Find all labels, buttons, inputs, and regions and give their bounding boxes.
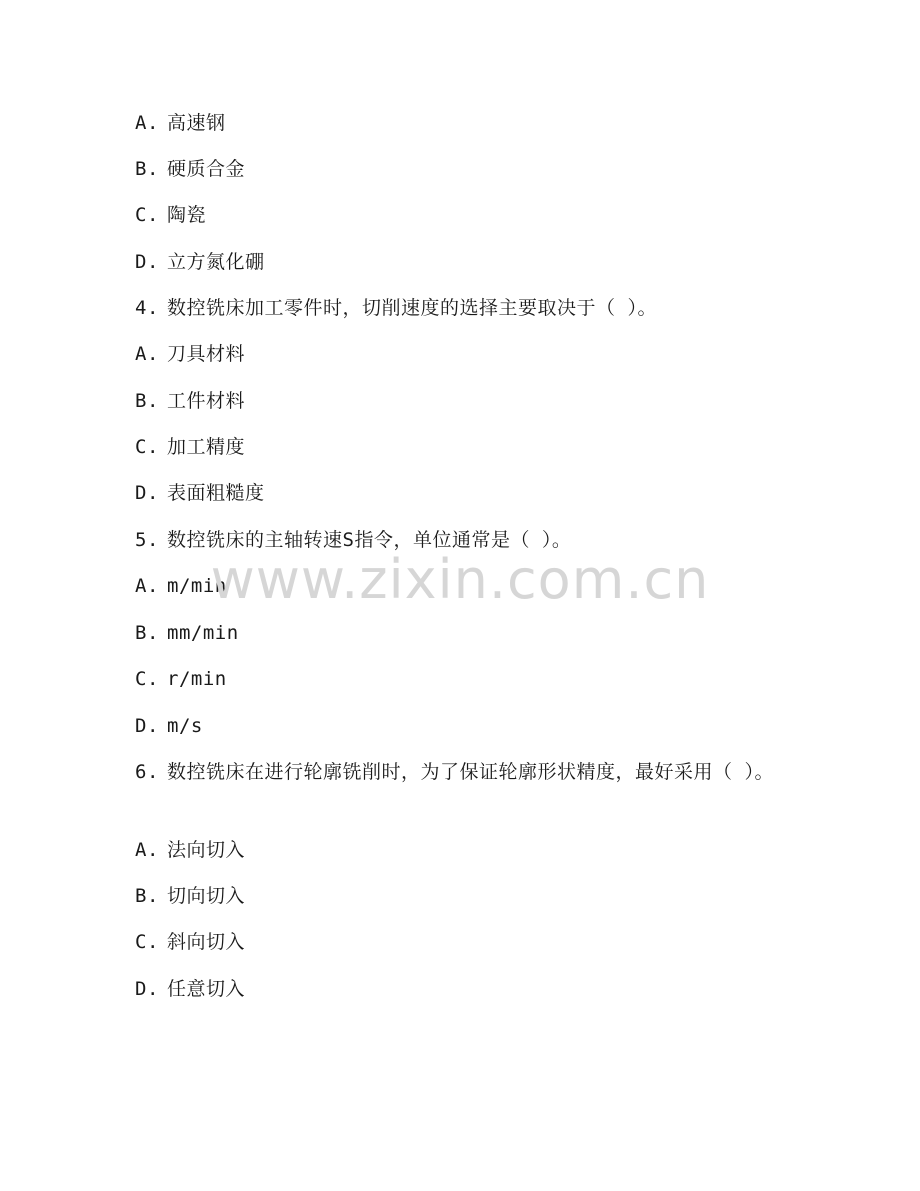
option-label: B.: [135, 390, 159, 412]
q4-option-d: [135, 481, 265, 505]
option-text: r/min: [167, 668, 227, 690]
q6-option-d: [135, 977, 245, 1001]
option-text: 工件材料: [167, 390, 246, 412]
option-label: D.: [135, 251, 159, 273]
q3-option-b: [135, 157, 245, 181]
q4-option-a: [135, 342, 245, 366]
option-label: B.: [135, 885, 159, 907]
question-text: 数控铣床加工零件时，切削速度的选择主要取决于（ ）。: [167, 297, 657, 319]
option-text: 高速钢: [167, 112, 226, 134]
question-text: 数控铣床的主轴转速S指令，单位通常是（ ）。: [167, 529, 572, 551]
option-text: 任意切入: [167, 978, 246, 1000]
option-text: 陶瓷: [167, 204, 207, 226]
q3-option-d: [135, 250, 265, 274]
option-text: 硬质合金: [167, 158, 246, 180]
option-text: 切向切入: [167, 885, 246, 907]
q6-option-c: [135, 930, 245, 954]
option-text: m/min: [167, 575, 227, 597]
question-number: 6.: [135, 761, 159, 783]
q5-option-b: [135, 621, 239, 645]
option-label: A.: [135, 575, 159, 597]
option-label: D.: [135, 482, 159, 504]
option-text: 立方氮化硼: [167, 251, 265, 273]
option-label: C.: [135, 668, 159, 690]
option-text: 法向切入: [167, 839, 246, 861]
option-label: C.: [135, 931, 159, 953]
option-label: B.: [135, 622, 159, 644]
q3-option-c: [135, 203, 206, 227]
option-text: m/s: [167, 715, 203, 737]
option-label: B.: [135, 158, 159, 180]
q4-stem: [135, 296, 657, 320]
option-label: D.: [135, 978, 159, 1000]
option-text: 加工精度: [167, 436, 246, 458]
question-text: 数控铣床在进行轮廓铣削时，为了保证轮廓形状精度，最好采用（ ）。: [167, 761, 774, 783]
option-text: 刀具材料: [167, 343, 246, 365]
option-text: 斜向切入: [167, 931, 246, 953]
q4-option-b: [135, 389, 245, 413]
q5-option-a: [135, 574, 227, 598]
q5-stem: [135, 528, 571, 552]
option-label: A.: [135, 839, 159, 861]
option-label: A.: [135, 112, 159, 134]
q6-stem: [135, 760, 795, 784]
question-number: 5.: [135, 529, 159, 551]
option-label: C.: [135, 436, 159, 458]
q6-option-b: [135, 884, 245, 908]
q6-option-a: [135, 838, 245, 862]
option-text: mm/min: [167, 622, 239, 644]
q3-option-a: [135, 111, 226, 135]
option-text: 表面粗糙度: [167, 482, 265, 504]
watermark: www.zixin.com.cn: [210, 548, 710, 611]
q4-option-c: [135, 435, 245, 459]
q5-option-d: [135, 714, 203, 738]
option-label: D.: [135, 715, 159, 737]
option-label: A.: [135, 343, 159, 365]
q5-option-c: [135, 667, 227, 691]
option-label: C.: [135, 204, 159, 226]
question-number: 4.: [135, 297, 159, 319]
